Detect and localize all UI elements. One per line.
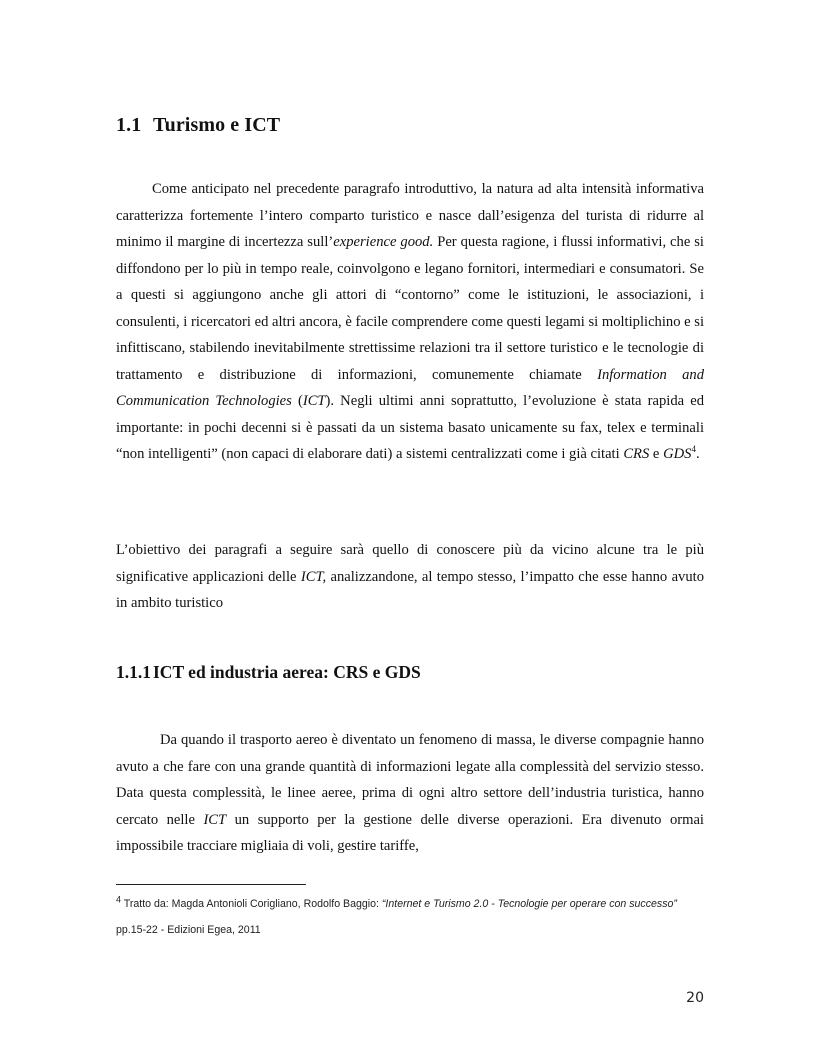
footnote-separator: [116, 884, 306, 885]
page-number: 20: [686, 990, 704, 1006]
text-run: .: [695, 446, 700, 462]
paragraph-objective: [116, 537, 704, 627]
emphasis: ICT,: [300, 568, 327, 585]
text-run: Tratto da: Magda Antonioli Corigliano, Rodolfo Baggio:: [121, 898, 382, 910]
subsection-heading: [116, 662, 421, 683]
emphasis: Information and Communication Technologies: [116, 366, 705, 409]
emphasis: ICT: [203, 811, 227, 828]
subsection-title: ICT ed industria aerea: CRS e GDS: [153, 662, 421, 682]
footnote: [116, 891, 704, 943]
text-run: Come anticipato nel precedente paragrafo introduttivo, la natura ad alta intensità informativa caratterizza fortemente l’intero comparto turistico e nasce dall’esigenza del turista di ridurre al minimo il margine di incertezza sull’: [116, 181, 704, 250]
paragraph-intro: [116, 176, 704, 536]
section-number: 1.1: [116, 114, 142, 136]
text-run: e: [649, 446, 664, 462]
subsection-number: 1.1.1: [116, 662, 151, 682]
paragraph-air-transport: [116, 727, 704, 877]
text-run: un supporto per la gestione delle diverse operazioni. Era divenuto ormai impossibile tracciare migliaia di voli, gestire tariffe,: [116, 811, 704, 854]
text-run: ). Negli ultimi anni soprattutto, l’evoluzione è stata rapida ed importante: in pochi decenni si è passati da un sistema basato unicamente su fax, telex e terminali “non intelligenti” (non capaci di elaborare dati) a sistemi centralizzati come i già citati: [116, 393, 704, 462]
text-run: Da quando il trasporto aereo è diventato un fenomeno di massa, le diverse compagnie hanno avuto a che fare con una grande quantità di informazioni legate alla complessità del servizio stesso. Data questa complessità, le linee aeree, prima di ogni altro settore dell’industria turistica, hanno cercato nelle: [116, 732, 704, 828]
text-run: (: [291, 393, 303, 409]
section-title: Turismo e ICT: [153, 114, 281, 136]
footnote-citation-title: “Internet e Turismo 2.0 - Tecnologie per operare con successo”: [381, 898, 677, 910]
footnote-reference[interactable]: 4: [691, 444, 696, 455]
footnote-number: 4: [116, 894, 122, 905]
emphasis: CRS: [623, 446, 650, 462]
emphasis: ICT: [302, 393, 326, 409]
emphasis: GDS: [663, 446, 692, 462]
text-run: L’obiettivo dei paragrafi a seguire sarà quello di conoscere più da vicino alcune tra le più significative applicazioni delle: [116, 542, 704, 585]
text-run: pp.15-22 - Edizioni Egea, 2011: [116, 924, 261, 936]
emphasis: experience good.: [333, 234, 434, 250]
section-heading: [116, 114, 280, 137]
text-run: Per questa ragione, i flussi informativi, che si diffondono per lo più in tempo reale, coinvolgono e legano fornitori, intermediari e consumatori. Se a questi si aggiungono anche gli attori di “contorno” come le istituzioni, le associazioni, i consulenti, i ricercatori ed altri ancora, è facile comprendere come questi legami si moltiplichino e si infittiscano, stabilendo inevitabilmente strettissime relazioni tra il settore turistico e le tecnologie di trattamento e distribuzione di informazioni, comunemente chiamate: [116, 234, 704, 383]
text-run: analizzandone, al tempo stesso, l’impatto che esse hanno avuto in ambito turistico: [116, 568, 704, 611]
